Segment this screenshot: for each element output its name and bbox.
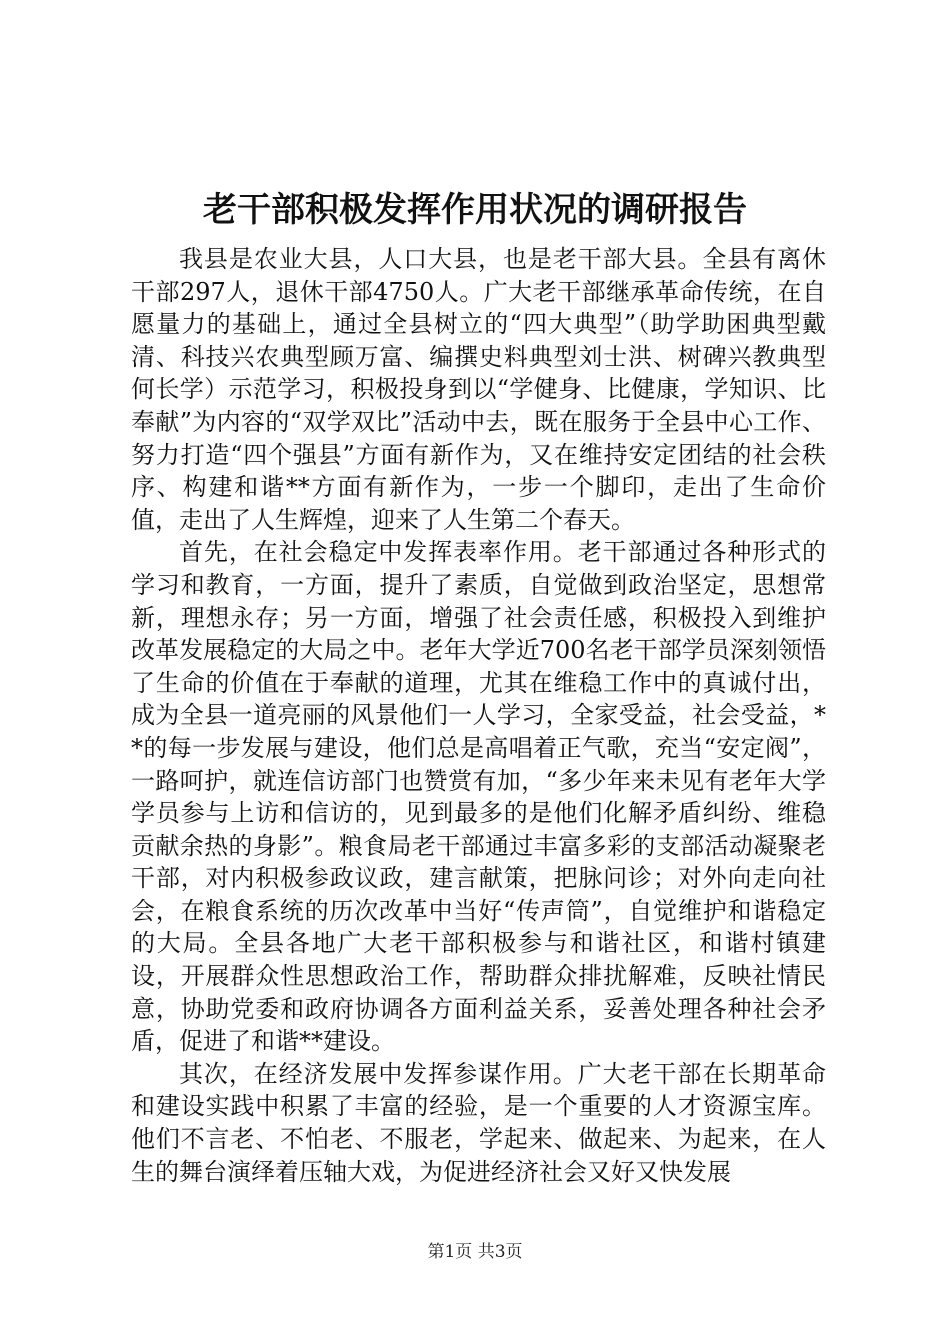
document-body: [131, 243, 826, 1188]
document-title: 老干部积极发挥作用状况的调研报告: [203, 190, 747, 230]
paragraph-economic-development: 其次，在经济发展中发挥参谋作用。广大老干部在长期革命和建设实践中积累了丰富的经验，是一个重要的人才资源宝库。他们不言老、不怕老、不服老，学起来、做起来、为起来，在人生的舞台演绎着压轴大戏，为促进经济社会又好又快发展: [131, 1059, 826, 1186]
page-footer: 第1页 共3页: [427, 1242, 523, 1262]
paragraph-social-stability: 首先，在社会稳定中发挥表率作用。老干部通过各种形式的学习和教育，一方面，提升了素质，自觉做到政治坚定，思想常新，理想永存；另一方面，增强了社会责任感，积极投入到维护改革发展稳定的大局之中。老年大学近700名老干部学员深刻领悟了生命的价值在于奉献的道理，尤其在维稳工作中的真诚付出，成为全县一道亮丽的风景他们一人学习，全家受益，社会受益，**的每一步发展与建设，他们总是高唱着正气歌，充当“安定阀”，一路呵护，就连信访部门也赞赏有加，“多少年来未见有老年大学学员参与上访和信访的，见到最多的是他们化解矛盾纠纷、维稳贡献余热的身影”。粮食局老干部通过丰富多彩的支部活动凝聚老干部，对内积极参政议政，建言献策，把脉问诊；对外向走向社会，在粮食系统的历次改革中当好“传声筒”，自觉维护和谐稳定的大局。全县各地广大老干部积极参与和谐社区，和谐村镇建设，开展群众性思想政治工作，帮助群众排扰解难，反映社情民意，协助党委和政府协调各方面利益关系，妥善处理各种社会矛盾，促进了和谐**建设。: [131, 538, 826, 1056]
paragraph-intro: 我县是农业大县，人口大县，也是老干部大县。全县有离休干部297人，退休干部4750人。广大老干部继承革命传统，在自愿量力的基础上，通过全县树立的“四大典型”（助学助困典型戴清、科技兴农典型顾万富、编撰史料典型刘士洪、树碑兴教典型何长学）示范学习，积极投身到以“学健身、比健康，学知识、比奉献”为内容的“双学双比”活动中去，既在服务于全县中心工作、努力打造“四个强县”方面有新作为，又在维持安定团结的社会秩序、构建和谐**方面有新作为，一步一个脚印，走出了生命价值，走出了人生辉煌，迎来了人生第二个春天。: [131, 245, 826, 534]
